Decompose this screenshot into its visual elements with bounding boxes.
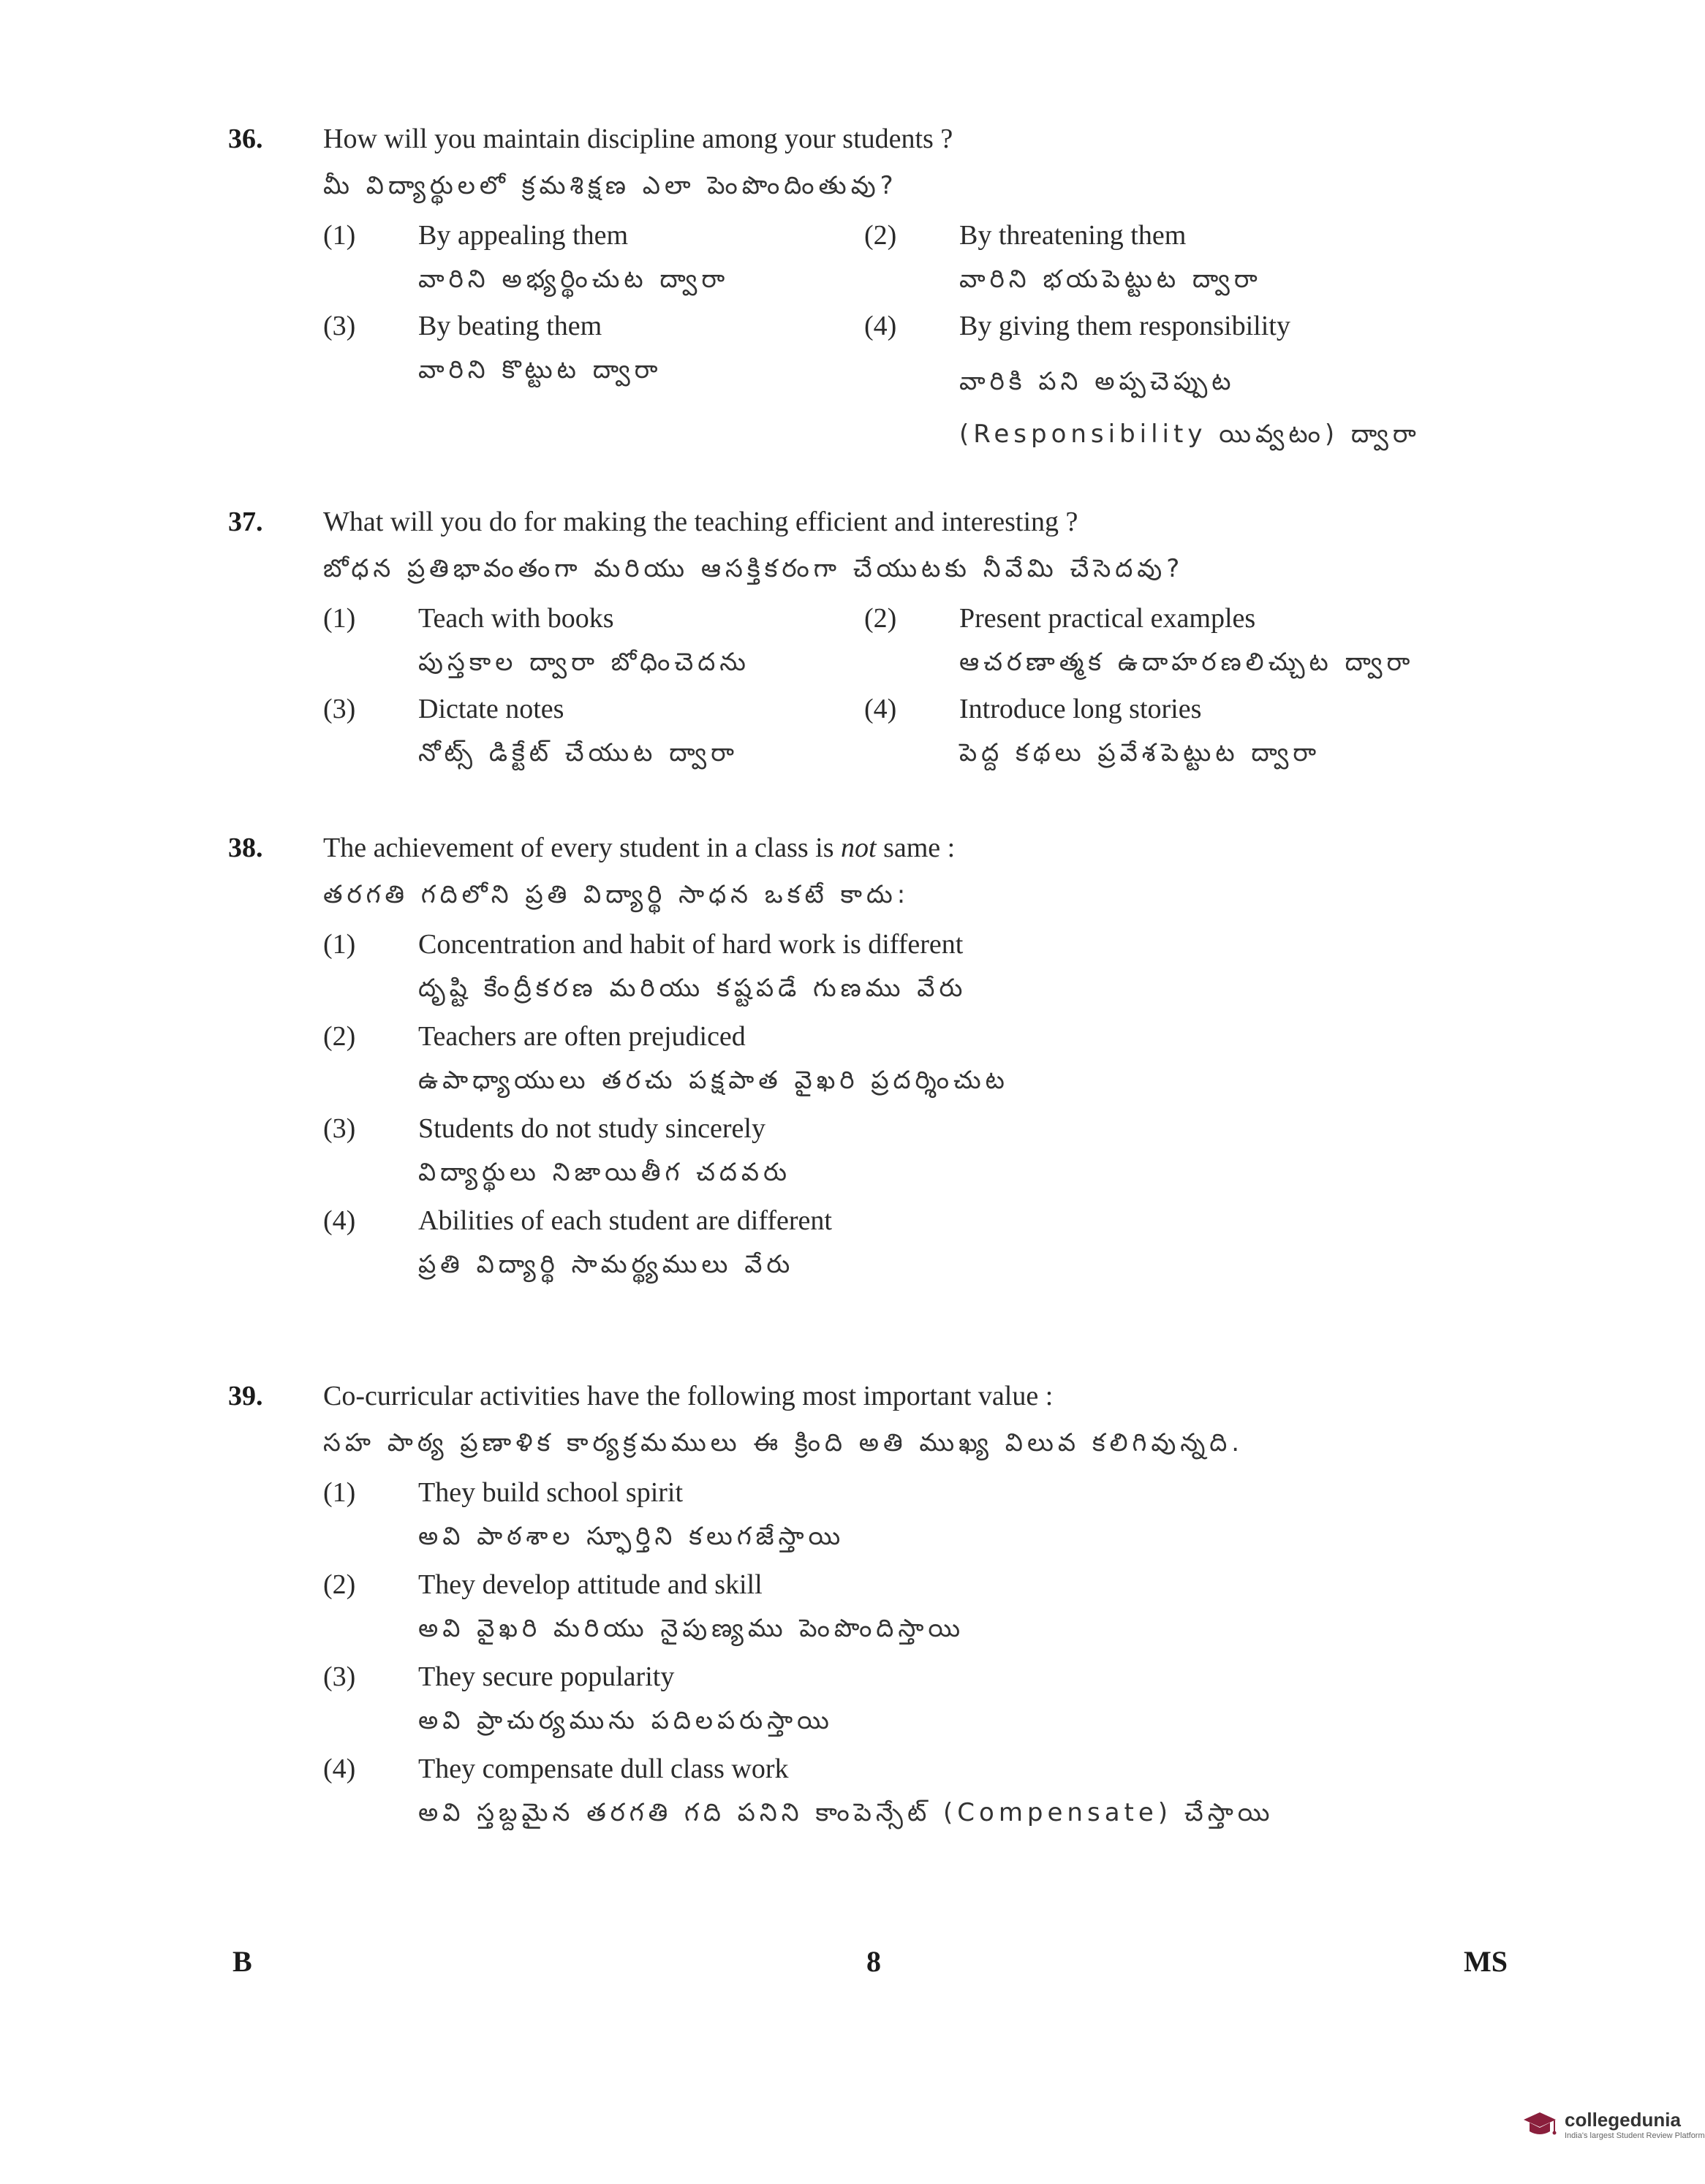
- options-grid: [323, 219, 1530, 460]
- option-number: (4): [323, 1753, 356, 1784]
- question-text-part: The achievement of every student in a class is: [323, 833, 842, 863]
- option-text: Dictate notes: [418, 694, 564, 724]
- option-1: [323, 928, 1530, 1009]
- question-text-part: same :: [876, 833, 956, 863]
- brand-name: collegedunia: [1565, 2109, 1681, 2131]
- option-number: (3): [323, 311, 356, 341]
- question-38: [228, 832, 1530, 1297]
- option-number: (2): [323, 1021, 356, 1052]
- question-text: What will you do for making the teaching efficient and interesting ?: [323, 507, 1078, 537]
- option-1: [323, 1476, 1530, 1557]
- option-2: [323, 1569, 1530, 1649]
- option-4: [323, 1205, 1530, 1285]
- option-text-telugu: ఉపాధ్యాయులు తరచు పక్షపాత వైఖరి ప్రదర్శించుట: [418, 1066, 1009, 1095]
- watermark-brand: [1522, 2109, 1705, 2140]
- option-number: (2): [864, 603, 897, 634]
- option-3: [323, 1112, 1530, 1193]
- option-text: By beating them: [418, 311, 602, 341]
- question-number: 38.: [228, 833, 263, 863]
- option-number: (4): [864, 694, 897, 724]
- option-3: [323, 1661, 1530, 1741]
- question-text: [323, 832, 955, 864]
- option-text: Students do not study sincerely: [418, 1113, 765, 1144]
- option-text: They secure popularity: [418, 1661, 675, 1692]
- options-list: [323, 1476, 1530, 1833]
- option-text-telugu: అవి పాఠశాల స్ఫూర్తిని కలుగజేస్తాయి: [418, 1522, 845, 1551]
- option-4: [323, 1753, 1530, 1833]
- option-text: They compensate dull class work: [418, 1753, 789, 1784]
- option-3: [323, 310, 864, 460]
- option-1: [323, 219, 864, 300]
- page-number: 8: [866, 1945, 881, 1978]
- question-number: 37.: [228, 507, 263, 537]
- option-text-telugu: అవి ప్రాచుర్యమును పదిలపరుస్తాయి: [418, 1706, 833, 1735]
- option-text-telugu: వారిని అభ్యర్థించుట ద్వారా: [418, 265, 730, 294]
- graduation-cap-icon: [1522, 2109, 1557, 2140]
- footer-series-code: B: [232, 1945, 252, 1978]
- option-number: (4): [323, 1205, 356, 1236]
- option-text-telugu: అవి స్తబ్దమైన తరగతి గది పనిని కాంపెన్సేట్ (Compensate) చేస్తాయి: [418, 1798, 1274, 1827]
- option-number: (1): [323, 1477, 356, 1508]
- option-number: (2): [864, 220, 897, 251]
- option-number: (1): [323, 929, 356, 960]
- option-number: (1): [323, 603, 356, 634]
- question-39: [228, 1380, 1530, 1845]
- option-text: By appealing them: [418, 220, 629, 251]
- option-text-telugu: దృష్టి కేంద్రీకరణ మరియు కష్టపడే గుణము వేరు: [418, 974, 967, 1003]
- option-text-telugu: వారిని కొట్టుట ద్వారా: [418, 355, 662, 384]
- option-text-telugu: వారికి పని అప్పచెప్పుట (Responsibility యివ్వటం) ద్వారా: [959, 367, 1421, 449]
- option-number: (1): [323, 220, 356, 251]
- question-text-telugu: సహ పాఠ్య ప్రణాళిక కార్యక్రమములు ఈ క్రింది అతి ముఖ్య విలువ కలిగివున్నది.: [323, 1428, 1244, 1457]
- brand-tagline: India's largest Student Review Platform: [1565, 2131, 1705, 2140]
- options-list: [323, 928, 1530, 1285]
- question-text: Co-curricular activities have the following most important value :: [323, 1381, 1054, 1411]
- option-text-telugu: అవి వైఖరి మరియు నైపుణ్యము పెంపొందిస్తాయి: [418, 1614, 965, 1643]
- option-2: [323, 1020, 1530, 1101]
- option-4: [864, 310, 1434, 460]
- option-text: Concentration and habit of hard work is different: [418, 929, 964, 960]
- option-text: Present practical examples: [959, 603, 1256, 634]
- option-text: Introduce long stories: [959, 694, 1202, 724]
- option-text-telugu: విద్యార్థులు నిజాయితీగ చదవరు: [418, 1158, 792, 1187]
- option-text-telugu: వారిని భయపెట్టుట ద్వారా: [959, 265, 1262, 294]
- option-text-telugu: ప్రతి విద్యార్థి సామర్థ్యములు వేరు: [418, 1250, 795, 1279]
- question-number: 36.: [228, 124, 263, 154]
- footer-subject-code: MS: [1464, 1945, 1508, 1978]
- question-text-telugu: మీ విద్యార్థులలో క్రమశిక్షణ ఎలా పెంపొందింతువు?: [323, 171, 898, 200]
- question-text-telugu: తరగతి గదిలోని ప్రతి విద్యార్థి సాధన ఒకటే కాదు:: [323, 880, 910, 909]
- option-number: (4): [864, 311, 897, 341]
- option-2: [864, 219, 1434, 300]
- option-text-telugu: నోట్స్ డిక్టేట్ చేయుట ద్వారా: [418, 738, 738, 767]
- option-text-telugu: ఆచరణాత్మక ఉదాహరణలిచ్చుట ద్వారా: [959, 648, 1415, 677]
- option-number: (3): [323, 1661, 356, 1692]
- option-text: Teachers are often prejudiced: [418, 1021, 746, 1052]
- option-3: [323, 693, 864, 773]
- question-text-emphasis: not: [841, 833, 877, 863]
- question-text-telugu: బోధన ప్రతిభావంతంగా మరియు ఆసక్తికరంగా చేయుటకు నీవేమి చేసెదవు?: [323, 554, 1184, 583]
- option-text: They develop attitude and skill: [418, 1569, 763, 1600]
- question-36: [228, 123, 1530, 460]
- option-text-telugu: పెద్ద కథలు ప్రవేశపెట్టుట ద్వారా: [959, 738, 1321, 767]
- option-1: [323, 602, 864, 683]
- option-text: Teach with books: [418, 603, 614, 634]
- option-text: They build school spirit: [418, 1477, 684, 1508]
- option-text: By giving them responsibility: [959, 311, 1290, 341]
- option-text: Abilities of each student are different: [418, 1205, 832, 1236]
- option-number: (3): [323, 694, 356, 724]
- question-text: How will you maintain discipline among your students ?: [323, 124, 953, 154]
- option-number: (2): [323, 1569, 356, 1600]
- options-grid: [323, 602, 1530, 773]
- option-text-telugu: పుస్తకాల ద్వారా బోధించెదను: [418, 648, 750, 677]
- option-4: [864, 693, 1434, 773]
- question-number: 39.: [228, 1381, 263, 1411]
- option-number: (3): [323, 1113, 356, 1144]
- option-2: [864, 602, 1434, 683]
- option-text: By threatening them: [959, 220, 1187, 251]
- question-37: [228, 506, 1530, 773]
